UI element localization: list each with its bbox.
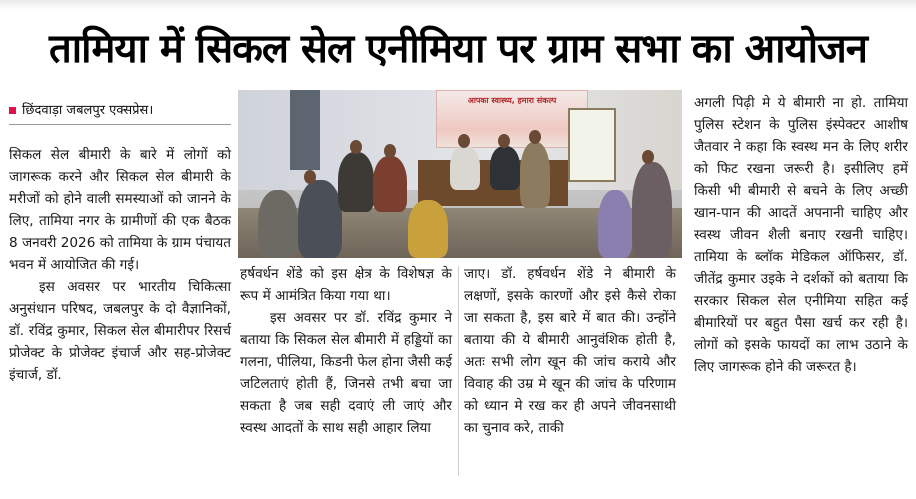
bullet-square-icon xyxy=(9,107,16,114)
article-column-3 xyxy=(464,263,676,439)
page-top-strip xyxy=(0,0,916,10)
byline-text: छिंदवाड़ा जबलपुर एक्सप्रेस। xyxy=(22,103,154,118)
event-photo xyxy=(238,90,682,258)
article-paragraph: हर्षवर्धन शेंडे को इस क्षेत्र के विशेषज्ञ के रूप में आमंत्रित किया गया था। xyxy=(240,266,452,304)
article-column-2 xyxy=(240,263,452,439)
column-divider xyxy=(458,266,459,476)
banner-text: आपका स्वास्थ्य, हमारा संकल्प xyxy=(467,96,557,105)
headline: तामिया में सिकल सेल एनीमिया पर ग्राम सभा का आयोजन xyxy=(48,26,867,72)
article-paragraph: अगली पिढ़ी मे ये बीमारी ना हो. तामिया पुलिस स्टेशन के पुलिस इंस्पेक्टर आशीष जैतवार ने कहा कि स्वस्थ मन के लिए शरीर को फिट रखना जरूरी है। इसीलिए हमें किसी भी बीमारी से बचने के लिए अच्छी खान-पान की आदतें अपनानी चाहिए और स्वस्थ जीवन शैली बनाए रखनी चाहिए। तामिया के ब्लॉक मेडिकल ऑफिसर, डॉ. जीतेंद्र कुमार उइके ने दर्शकों को बताया कि सरकार सिकल सेल एनीमिया सहित कई बीमारियों पर बहुत पैसा खर्च कर रही है। लोगों को इसके फायदों का लाभ उठाने के लिए जागरूक होने की जरूरत है। xyxy=(694,95,908,375)
article-paragraph: इस अवसर पर डॉ. रविंद्र कुमार ने बताया कि सिकल सेल बीमारी में हड्डियों का गलना, पीलिया, किडनी फेल होना जैसी कई जटिलताएं होती हैं, जिनसे तभी बचा जा सकता है जब सही दवाएं ली जाएं और स्वस्थ आदतों के साथ सही आहार लिया xyxy=(240,310,452,436)
article-paragraph: इस अवसर पर भारतीय चिकित्सा अनुसंधान परिषद, जबलपुर के दो वैज्ञानिकों, डॉ. रविंद्र कुमार, सिकल सेल बीमारीपर रिसर्च प्रोजेक्ट के प्रोजेक्ट इंचार्ज और सह-प्रोजेक्ट इंचार्ज, डॉ. xyxy=(9,279,231,383)
byline-divider xyxy=(9,124,231,125)
article-paragraph: सिकल सेल बीमारी के बारे में लोगों को जागरूक करने और सिकल सेल बीमारी के मरीजों को होने वाली समस्याओं को जानने के लिए, तामिया नगर के ग्रामीणों की एक बैठक 8 जनवरी 2026 को तामिया के ग्राम पंचायत भवन में आयोजित की गई। xyxy=(9,147,231,273)
byline xyxy=(9,100,231,122)
article-column-4 xyxy=(694,92,908,378)
article-paragraph: जाए। डॉ. हर्षवर्धन शेंडे ने बीमारी के लक्षणों, इसके कारणों और इसे कैसे रोका जा सकता है, इस बारे में बात की। उन्होंने बताया की ये बीमारी आनुवंशिक होती है, अतः सभी लोग खून की जांच कराये और विवाह की उम्र मे खून की जांच के परिणाम को ध्यान मे रख कर ही अपने जीवनसाथी का चुनाव करे, ताकी xyxy=(464,266,676,436)
article-column-1 xyxy=(9,144,231,386)
